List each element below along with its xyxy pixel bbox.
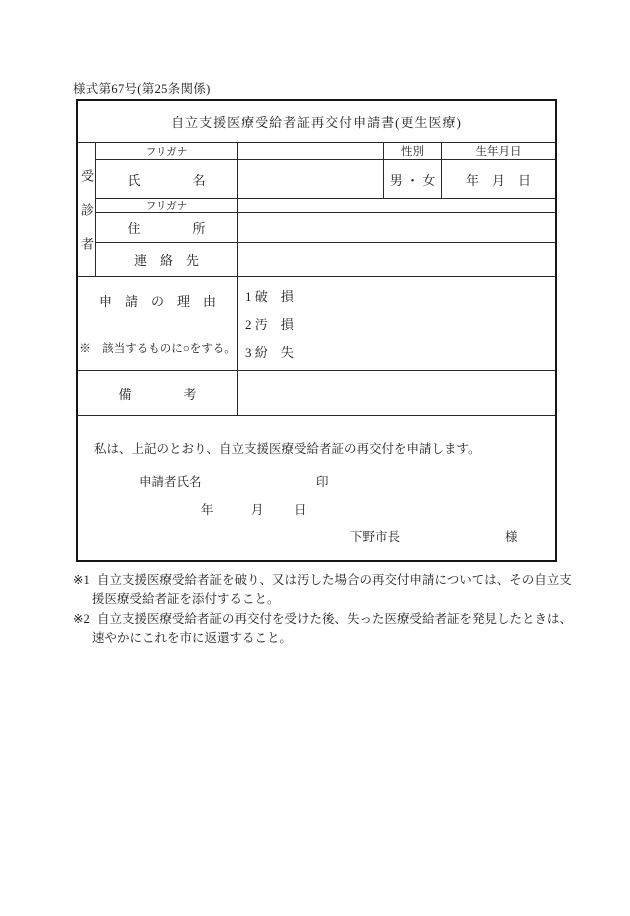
note-1-text-2: 援医療受給者証を添付すること。 — [92, 592, 280, 607]
sex-options[interactable]: 男 ・ 女 — [384, 160, 442, 199]
address-input[interactable] — [238, 213, 555, 243]
note-1-line-1 — [73, 571, 573, 590]
furigana-address-input[interactable] — [238, 199, 555, 213]
furigana-address-label: フリガナ — [96, 199, 238, 213]
reason-label: 申 請 の 理 由 — [98, 294, 216, 309]
applicant-name-label: 申請者氏名 — [139, 475, 202, 489]
patient-section-text: 受診者 — [79, 168, 94, 271]
reason-circle-note: ※ 該当するものに○をする。 — [79, 343, 236, 355]
contact-label: 連 絡 先 — [96, 243, 238, 277]
note-1-text-1: 自立支援医療受給者証を破り、又は汚した場合の再交付申請については、その自立支 — [97, 573, 572, 587]
address-label: 住 所 — [96, 213, 238, 243]
birth-date-label: 生年月日 — [442, 143, 555, 160]
contact-input[interactable] — [238, 243, 555, 277]
application-form — [76, 99, 557, 562]
reason-options — [238, 277, 555, 371]
reason-option-damaged[interactable]: 1 破 損 — [245, 289, 294, 304]
declaration-statement: 私は、上記のとおり、自立支援医療受給者証の再交付を申請します。 — [94, 442, 481, 456]
form-number-label: 様式第67号(第25条関係) — [73, 82, 211, 96]
note-2-text-1: 自立支援医療受給者証の再交付を受けた後、失った医療受給者証を発見したときは、 — [97, 611, 573, 626]
remarks-label: 備 考 — [78, 371, 238, 416]
addressee-label: 下野市長 — [350, 530, 401, 544]
note-1-number: ※1 — [73, 573, 90, 587]
patient-section-label — [78, 143, 96, 277]
reason-option-lost[interactable]: 3 紛 失 — [245, 345, 294, 360]
note-2-text-2: 速やかにこれを市に返還すること。 — [92, 631, 293, 646]
note-2-number: ※2 — [73, 611, 90, 626]
name-input[interactable] — [238, 160, 384, 199]
note-2-line-2 — [73, 629, 573, 648]
honorific-label: 様 — [505, 530, 518, 544]
form-title: 自立支援医療受給者証再交付申請書(更生医療) — [78, 101, 555, 143]
remarks-input[interactable] — [238, 371, 555, 416]
reason-section-label — [78, 277, 238, 371]
date-day-label: 日 — [294, 503, 307, 517]
note-2-line-1 — [73, 610, 573, 629]
note-1-line-2 — [73, 590, 573, 609]
seal-label: 印 — [316, 475, 329, 489]
furigana-name-input[interactable] — [238, 143, 384, 160]
name-label: 氏 名 — [96, 160, 238, 199]
footer-notes — [73, 571, 573, 649]
furigana-name-label: フリガナ — [96, 143, 238, 160]
sex-label: 性別 — [384, 143, 442, 160]
date-month-label: 月 — [251, 503, 264, 517]
birth-date-input[interactable]: 年 月 日 — [442, 160, 555, 199]
date-year-label: 年 — [201, 503, 214, 517]
declaration-section — [78, 416, 555, 560]
reason-option-soiled[interactable]: 2 汚 損 — [245, 317, 294, 332]
